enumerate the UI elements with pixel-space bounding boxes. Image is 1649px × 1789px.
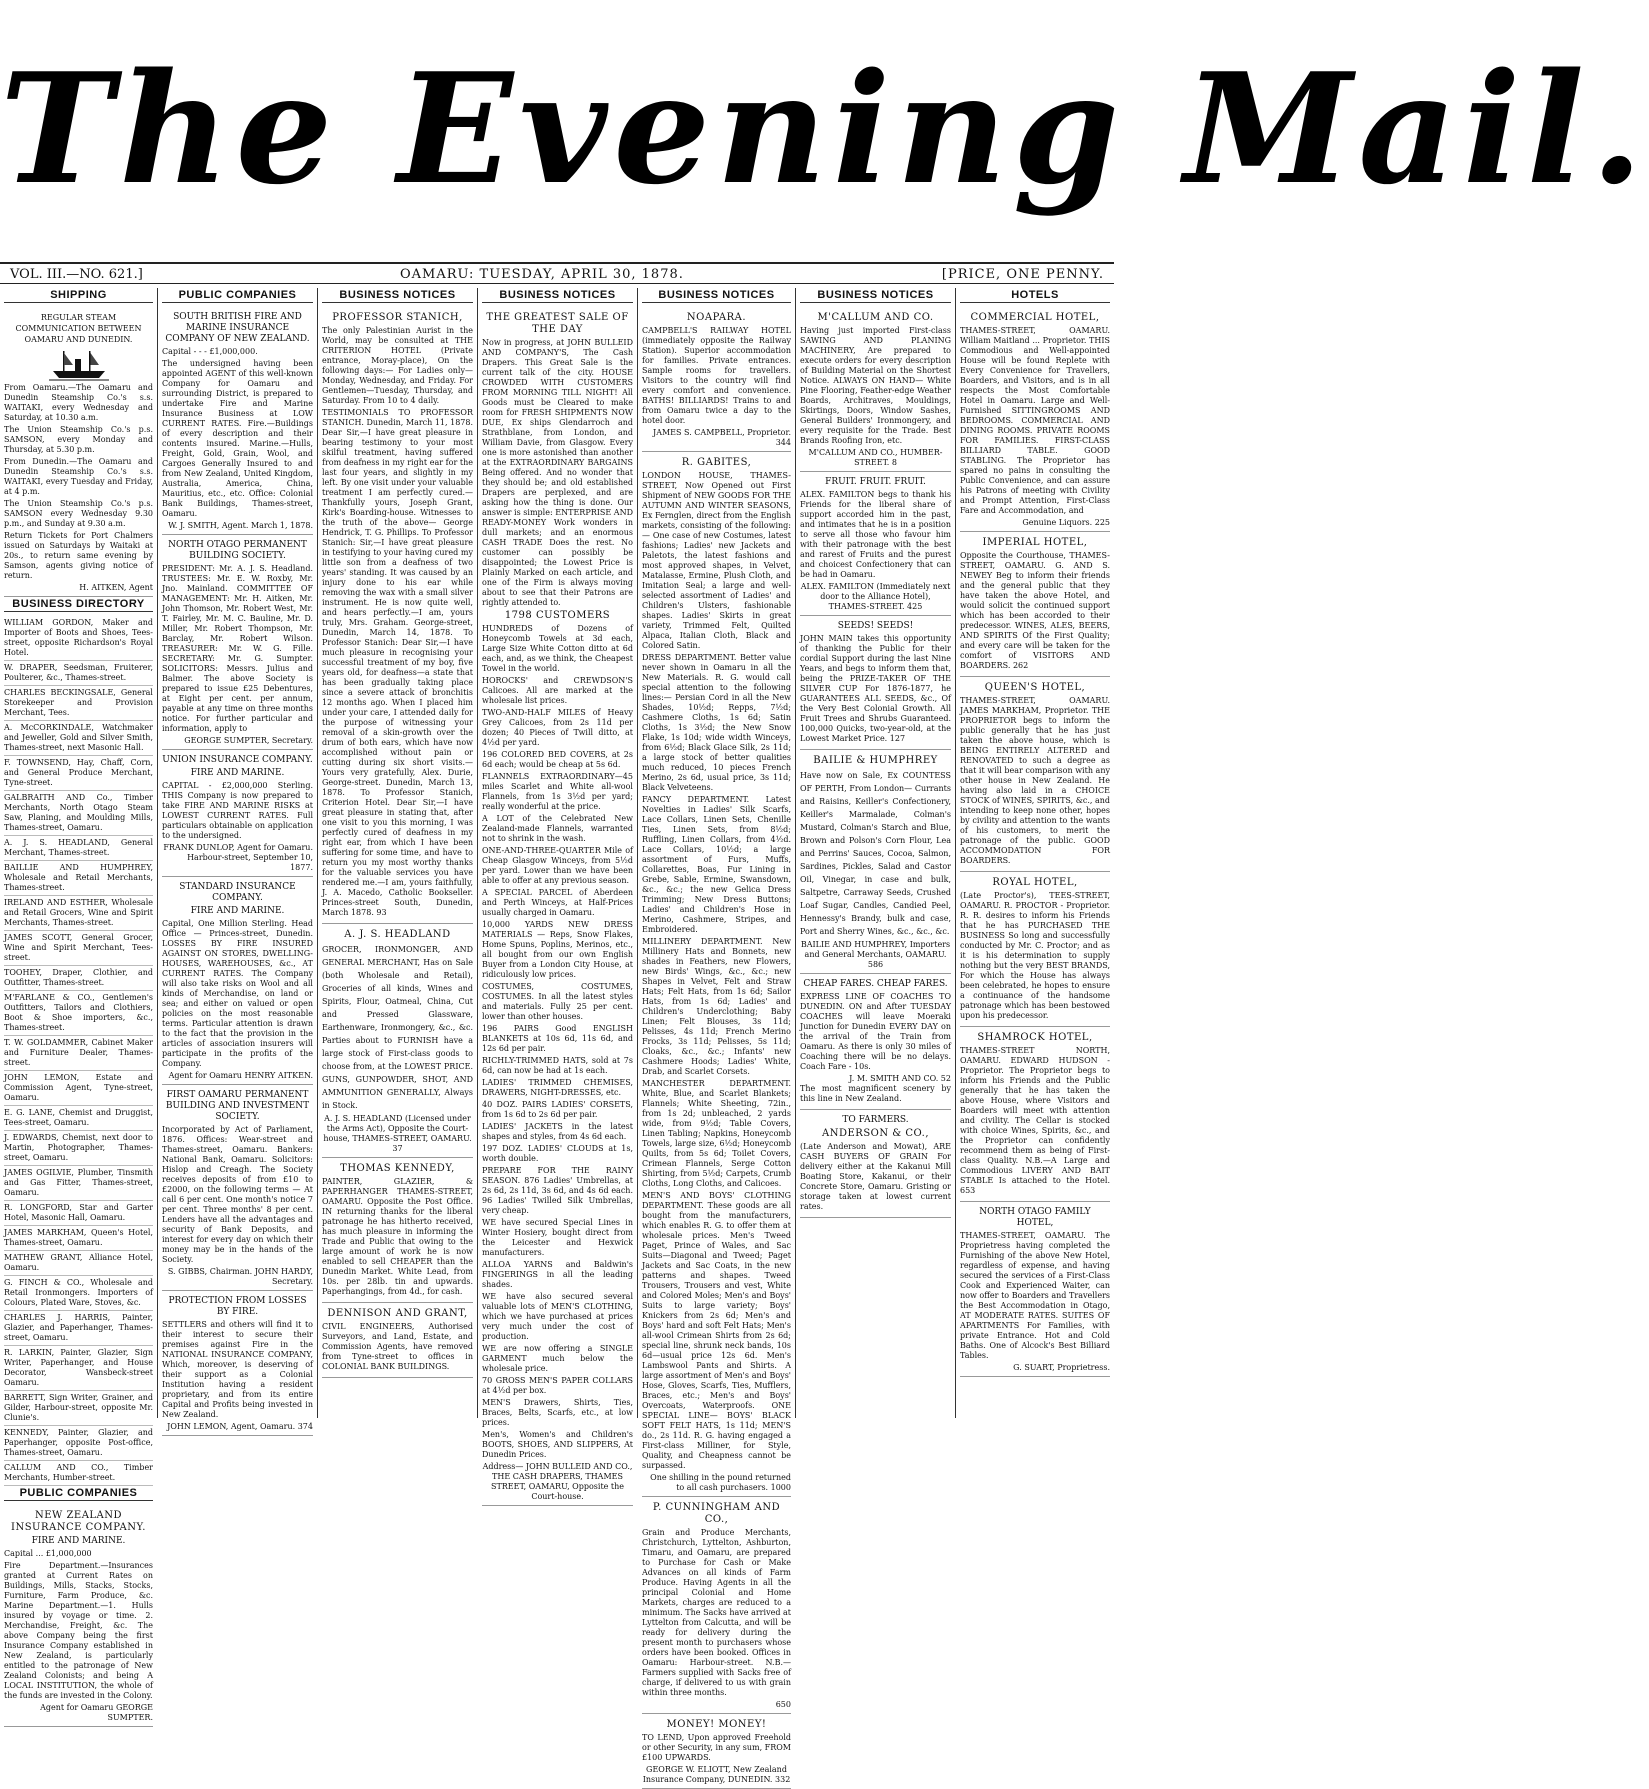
ad-body: JOHN MAIN takes this opportunity of thanking the Public for their cordial Support during the last Nine Years, and begs to inform them that, being the PRIZE-TAKER OF THE SILVER CUP For 1876-1877, he GUARANTEES ALL SEEDS, &c., Of the Very Best Colonial Growth. All Fruit Trees and Shrubs Guaranteed. 100,000 Quicks, two-year-old, at the Lowest Market Price. 127 bbox=[800, 634, 951, 743]
standard-insurance-ad bbox=[162, 877, 313, 1085]
ad-title: THOMAS KENNEDY, bbox=[340, 1163, 455, 1174]
ad-body: EXPRESS LINE OF COACHES TO DUNEDIN. ON and After TUESDAY COACHES will leave Moeraki Junction for Dunedin EVERY DAY on the arrival of the Train from Oamaru. As there is only 30 miles of Coaching there will be no delays. Coach Fare - 10s. bbox=[800, 992, 951, 1071]
seeds-ad bbox=[800, 616, 951, 750]
column-business-notices-2 bbox=[477, 288, 637, 1501]
ad-signature: Agent for Oamaru GEORGE SUMPTER. bbox=[40, 1703, 153, 1722]
professor-stanich-ad bbox=[322, 307, 473, 924]
directory-entry: CALLUM AND CO., Timber Merchants, Humber-street. bbox=[4, 1461, 153, 1486]
notice-title: REGULAR STEAM COMMUNICATION BETWEEN OAMARU AND DUNEDIN. bbox=[15, 313, 142, 344]
ad-title: COMMERCIAL HOTEL, bbox=[970, 312, 1100, 323]
ad-body: The only Palestinian Aurist in the World, may be consulted at THE CRITERION HOTEL (Private entrance, Moray-place), On the following days:— For Ladies only—Monday, Wednesday, and Friday. For Gentlemen—Tuesday, Thursday, and Saturday. From 10 to 4 daily. bbox=[322, 326, 473, 405]
sale-item: COSTUMES, COSTUMES, COSTUMES. In all the latest styles and materials. Fully 25 per cent. lower than other houses. bbox=[482, 982, 633, 1021]
headland-ad bbox=[322, 924, 473, 1158]
ad-body: Incorporated by Act of Parliament, 1876. Offices: Wear-street and Thames-street, Oamaru. Bankers: National Bank, Oamaru. Solicitors: Hislop and Creagh. The Society receives deposits of from £10 to £2000, on the following terms — At call 6 per cent. One month's notice 7 per cent. Three months' 8 per cent. Lenders have all the advantages and security of Bank Deposits, and interest for every day on which their money may be in the hands of the Society. bbox=[162, 1125, 313, 1264]
nz-insurance-ad bbox=[4, 1505, 153, 1727]
business-directory bbox=[4, 616, 153, 1486]
sale-item: 196 COLORED BED COVERS, at 2s 6d each; would be cheap at 5s 6d. bbox=[482, 750, 633, 769]
ad-title: PROFESSOR STANICH, bbox=[332, 312, 463, 323]
shipping-line: The Union Steamship Co.'s p.s. SAMSON, every Monday and Thursday, at 5.30 p.m. bbox=[4, 425, 153, 454]
mccallum-ad bbox=[800, 307, 951, 472]
fancy-department: FANCY DEPARTMENT. Latest Novelties in Ladies' Silk Scarfs, Lace Collars, Linen Sets, Chenille Ties, Linen Sets, from 8½d; Ruffling, Linen Collars, from 4½d. Lace Collars, 10½d; a large assortment of Furs, Muffs, Collarettes, Boas, Fur Lining in Grebe, Sable, Ermine, Swansdown, &c., &c.; the new Gelica Dress Trimming; New Dress Buttons; Ladies' and Children's Hose in Merino, Cashmere, Stripes, and Embroidered. bbox=[642, 795, 791, 934]
directory-entry: J. EDWARDS, Chemist, next door to Martin, Photographer, Thames-street, Oamaru. bbox=[4, 1131, 153, 1166]
ad-body: Capital, One Million Sterling. Head Office — Princes-street, Dunedin. LOSSES BY FIRE INSURED AGAINST ON STORES, DWELLING-HOUSES, WAREHOUSES, &c., AT CURRENT RATES. The Company will also take risks on Wool and all kinds of Merchandise, on land or sea; and either on valued or open policies on the most reasonable terms. Particular attention is drawn to the fact that the provision in the articles of association insurers will participate in the profits of the Company. bbox=[162, 919, 313, 1068]
campbell-hotel-ad bbox=[642, 307, 791, 452]
ad-body: Having just imported First-class SAWING AND PLANING MACHINERY, Are prepared to execute orders for every description of Building Material on the Shortest Notice. ALWAYS ON HAND— White Pine Flooring, Feather-edge Weather Boards, Architraves, Mouldings, Skirtings, Doors, Window Sashes, General Builders' Ironmongery, and every requisite for the Trade. Best Brands Roofing Iron, etc. bbox=[800, 326, 951, 445]
ad-signature: GEORGE SUMPTER, Secretary. bbox=[184, 736, 313, 745]
ad-heading: TO FARMERS. bbox=[842, 1115, 909, 1125]
ad-signature: J. M. SMITH AND CO. 52 bbox=[849, 1074, 951, 1083]
notice-signature: H. AITKEN, Agent bbox=[79, 583, 153, 592]
directory-entry: CHARLES BECKINGSALE, General Storekeeper and Provision Merchant, Tees. bbox=[4, 686, 153, 721]
ad-capital: Capital ... £1,000,000 bbox=[4, 1549, 92, 1558]
directory-entry: TOOHEY, Draper, Clothier, and Outfitter, Thames-street. bbox=[4, 966, 153, 991]
ad-title: SHAMROCK HOTEL, bbox=[977, 1032, 1093, 1043]
ad-signature: Address— JOHN BULLEID AND CO., THE CASH DRAPERS, THAMES STREET, OAMARU, Opposite the Court-house. bbox=[482, 1462, 633, 1501]
sale-item: A LOT of the Celebrated New Zealand-made Flannels, warranted not to shrink in the wash. bbox=[482, 814, 633, 843]
column-shipping bbox=[0, 288, 157, 1722]
section-heading: BUSINESS NOTICES bbox=[482, 290, 633, 303]
ad-testimonials: TESTIMONIALS TO PROFESSOR STANICH. Dunedin, March 11, 1878. Dear Sir,—I have great pleasure in bearing testimony to your most skilful treatment, having suffered from deafness in my right ear for the last four years, and slightly in my left. By one visit under your valuable treatment I am perfectly cured.—Thankfully yours, Joseph Grant, Kirk's Boarding-house. Witnesses to the truth of the above— George Hendrick, T. G. Phillips. To Professor Stanich: Sir,—I have great pleasure in testifying to your having cured my little son from a deafness of two years' standing. It was caused by an injury done to his ear while removing the wax with a small silver instrument. He is now quite well, and hears perfectly.—I am, yours truly, Mrs. Graham. George-street, Dunedin, March 14, 1878. To Professor Stanich: Dear Sir,—I have much pleasure in recognising your successful treatment of my boy, five years old, for deafness—a state that has been gradually taking place since a severe attack of bronchitis 12 months ago. When I placed him under your care, I attended daily for the purpose of witnessing your removal of a skin-growth over the drum of both ears, which have now accomplished without pain or cutting during six short visits.—Yours very gratefully, Alex. Durie, George-street. Dunedin, March 13, 1878. To Professor Stanich, Criterion Hotel. Dear Sir,—I have great pleasure in stating that, after one visit to you this morning, I was perfectly cured of deafness in my right ear, from which I have been suffering for some time, and have to return you my most worthy thanks for the valuable services you have rendered me.—I am, yours faithfully, J. A. Macedo, Catholic Bookseller. Princes-street South, Dunedin, March 1878. 93 bbox=[322, 408, 473, 917]
steamship-icon bbox=[49, 347, 109, 381]
ad-title: ROYAL HOTEL, bbox=[992, 877, 1078, 888]
directory-entry: IRELAND AND ESTHER, Wholesale and Retail Grocers, Wine and Spirit Merchants, Thames-street. bbox=[4, 896, 153, 931]
ad-signature: BAILIE AND HUMPHREY, Importers and General Merchants, OAMARU. 586 bbox=[800, 940, 951, 969]
fire-protection-ad bbox=[162, 1291, 313, 1436]
sale-item: MEN'S Drawers, Shirts, Ties, Braces, Belts, Scarfs, etc., at low prices. bbox=[482, 1398, 633, 1427]
sale-item: TWO-AND-HALF MILES of Heavy Grey Calicoes, from 2s 11d per dozen; 40 Pieces of Twill ditto, at 4½d per yard. bbox=[482, 708, 633, 747]
familton-ad bbox=[800, 472, 951, 616]
directory-entry: T. W. GOLDAMMER, Cabinet Maker and Furniture Dealer, Thames-street. bbox=[4, 1036, 153, 1071]
ad-body: PRESIDENT: Mr. A. J. S. Headland. TRUSTEES: Mr. E. W. Roxby, Mr. Jno. Mainland. COMMITTEE OF MANAGEMENT: Mr. H. Aitken, Mr. John Thomson, Mr. Robert West, Mr. T. Fairley, Mr. M. C. Bauline, Mr. D. Miller, Mr. Robert Thompson, Mr. Barclay, Mr. Robert Wilson. TREASURER: Mr. W. G. Fille. SECRETARY: Mr. G. Sumpter. SOLICITORS: Messrs. Julius and Balmer. The above Society is prepared to issue £25 Debentures, at Eight per cent. per annum, payable at any time on three months notice. For further particular and information, apply to bbox=[162, 564, 313, 733]
sale-item: WE have also secured several valuable lots of MEN'S CLOTHING, which we have purchased at prices very much under the cost of production. bbox=[482, 1292, 633, 1341]
masthead bbox=[0, 0, 1649, 258]
dress-department: DRESS DEPARTMENT. Better value never shown in Oamaru in all the New Materials. R. G. would call special attention to the following lines:— Persian Cord in all the New Shades, 10½d; Repps, 7½d; Cashmere Cloths, 1s 6d; Satin Cloths, 1s 3½d; the New Snow Flake, 1s 10d; wide width Winceys, from 6½d; Black Glace Silk, 2s 11d; a large stock of better qualities much reduced, 10 pieces French Merino, 2s 6d, usual price, 3s 11d; Black Velveteens. bbox=[642, 653, 791, 792]
ad-title: IMPERIAL HOTEL, bbox=[982, 537, 1088, 548]
directory-entry: BARRETT, Sign Writer, Grainer, and Gilder, Harbour-street, opposite Mr. Clunie's. bbox=[4, 1391, 153, 1426]
sale-item: RICHLY-TRIMMED HATS, sold at 7s 6d, can now be had at 1s each. bbox=[482, 1056, 633, 1075]
ad-body: (Late Proctor's), TEES-STREET, OAMARU. R. PROCTOR - Proprietor. R. R. desires to inform his Friends that he has PURCHASED THE BUSINESS So long and successfully conducted by Mr. C. Proctor; and as it is his determination to supply nothing but the very BEST BRANDS, For which the House has always been celebrated, he hopes to ensure a continuance of the handsome patronage which has been bestowed upon his predecessor. bbox=[960, 891, 1110, 1020]
directory-entry: F. TOWNSEND, Hay, Chaff, Corn, and General Produce Merchant, Tyne-street. bbox=[4, 756, 153, 791]
ad-title: R. GABITES, bbox=[681, 457, 752, 468]
sale-item: A SPECIAL PARCEL of Aberdeen and Perth Winceys, at Half-Prices usually charged in Oamaru. bbox=[482, 888, 633, 917]
ad-signature: FRANK DUNLOP, Agent for Oamaru. Harbour-street, September 10, 1877. bbox=[163, 843, 313, 872]
ad-title: THE GREATEST SALE OF THE DAY bbox=[486, 312, 629, 335]
ad-title: CHEAP FARES. CHEAP FARES. bbox=[803, 979, 948, 989]
customer-count: 1798 CUSTOMERS bbox=[504, 610, 611, 621]
sale-item: HUNDREDS of Dozens of Honeycomb Towels at 3d each, Large Size White Cotton ditto at 6d each, and, as we think, the Cheapest Towel in the world. bbox=[482, 624, 633, 673]
millinery-department: MILLINERY DEPARTMENT. New Millinery Hats and Bonnets, new shades in Feathers, new Flowers, new Birds' Wings, &c., &c.; new Shapes in Velvet, Felt and Straw Hats; Felt Hats, from 1s 6d; Sailor Hats, from 1s 6d; Ladies' and Children's Underclothing; Baby Linen; Felt Blouses, 3s 11d; Pelisses, 4s 11d; French Merino Frocks, 3s 11d; Pelisses, 5s 11d; Cloaks, &c., &c.; Infants' new Cashmere Hoods; Ladies' White, Drab, and Scarlet Corsets. bbox=[642, 937, 791, 1076]
ad-body: CIVIL ENGINEERS, Authorised Surveyors, and Land, Estate, and Commission Agents, have removed from Tyne-street to offices in COLONIAL BANK BUILDINGS. bbox=[322, 1322, 473, 1371]
bailie-humphrey-ad bbox=[800, 750, 951, 974]
ad-body: CAMPBELL'S RAILWAY HOTEL (immediately opposite the Railway Station). Superior accommodation for families. Private entrances. Sample rooms for travellers. Visitors to the country will find every comfort and convenience. BATHS! BILLIARDS! Trains to and from Oamaru twice a day to the hotel door. bbox=[642, 326, 791, 425]
ad-body: PAINTER, GLAZIER, & PAPERHANGER THAMES-STREET, OAMARU. Opposite the Post Office. IN returning thanks for the liberal patronage he has hitherto received, has much pleasure in informing the Trade and Public that owing to the large amount of work he is now enabled to sell CHEAPER than the Dunedin Market. White Lead, from 10s. per 28lb. tin and upwards. Paperhangings, from 4d., for cash. bbox=[322, 1177, 473, 1296]
ad-body: Grain and Produce Merchants, Christchurch, Lyttelton, Ashburton, Timaru, and Oamaru, are prepared to Purchase for Cash or Make Advances on all kinds of Farm Produce. Having Agents in all the principal Colonial and Home Markets, charges are reduced to a minimum. The Sacks have arrived at Lyttelton from Calcutta, and will be ready for delivery during the present month to purchasers whose orders have been booked. Offices in Oamaru: Harbour-street. N.B.—Farmers supplied with Sacks free of charge, if delivered to us with grain within three months. bbox=[642, 1528, 791, 1697]
directory-entry: G. FINCH & CO., Wholesale and Retail Ironmongers. Importers of Colours, Plated Ware, Stoves, &c. bbox=[4, 1276, 153, 1311]
ad-title: BAILIE & HUMPHREY bbox=[813, 755, 938, 766]
directory-entry: R. LARKIN, Painter, Glazier, Sign Writer, Paperhanger, and House Decorator, Wansbeck-street Oamaru. bbox=[4, 1346, 153, 1391]
dennison-grant-ad bbox=[322, 1303, 473, 1378]
ad-signature: A. J. S. HEADLAND (Licensed under the Arms Act), Opposite the Court-house, THAMES-STREET, OAMARU. 37 bbox=[323, 1114, 472, 1153]
shipping-line: From Dunedin.—The Oamaru and Dunedin Steamship Co.'s s.s. WAITAKI, every Tuesday and Friday, at 4 p.m. bbox=[4, 457, 153, 496]
ad-signature: Agent for Oamaru HENRY AITKEN. bbox=[168, 1071, 313, 1080]
ad-body: THAMES-STREET NORTH, OAMARU. EDWARD HUDSON - Proprietor. The Proprietor begs to inform his Friends and the Public generally that he has taken the above House, where Visitors and Boarders will meet with attention and civility. The Cellar is stocked with choice Wines, Spirits, &c., and the Proprietor can confidently recommend them as being of First-class Quality. N.B.—A Large and Commodious LIVERY AND BAIT STABLE Is attached to the Hotel. 653 bbox=[960, 1046, 1110, 1195]
column-public-companies bbox=[157, 288, 317, 1431]
ad-title: STANDARD INSURANCE COMPANY. bbox=[179, 882, 296, 903]
ad-title: FIRST OAMARU PERMANENT BUILDING AND INVESTMENT SOCIETY. bbox=[165, 1090, 310, 1122]
ad-title: DENNISON AND GRANT, bbox=[327, 1308, 468, 1319]
ad-title: A. J. S. HEADLAND bbox=[344, 929, 451, 940]
shipping-line: Return Tickets for Port Chalmers issued on Saturdays by Waitaki at 20s., to return same evening by Samson, agents giving notice of return. bbox=[4, 531, 153, 580]
ad-body: Have now on Sale, Ex COUNTESS OF PERTH, From London— Currants and Raisins, Keiller's Confectionery, Keiller's Marmalade, Colman's Mustard, Colman's Starch and Blue, Brown and Polson's Corn Flour, Lea and Perrins' Sauces, Cocoa, Salmon, Sardines, Pickles, Salad and Castor Oil, Vinegar, in case and bulk, Saltpetre, Carraway Seeds, Crushed Loaf Sugar, Candles, Candied Peel, Hennessy's Brandy, bulk and case, Port and Sherry Wines, &c., &c., &c. bbox=[800, 771, 951, 936]
ad-signature: G. SUART, Proprietress. bbox=[1013, 1363, 1110, 1372]
column-hotels bbox=[955, 288, 1114, 1418]
directory-entry: BAILLIE AND HUMPHREY, Wholesale and Retail Merchants, Thames-street. bbox=[4, 861, 153, 896]
ad-footnote: The most magnificent scenery by this line in New Zealand. bbox=[800, 1084, 951, 1103]
shipping-line: The Union Steamship Co.'s p.s. SAMSON every Wednesday 9.30 p.m., and Sunday at 9.30 a.m. bbox=[4, 499, 153, 528]
ad-title: NOAPARA. bbox=[686, 312, 747, 323]
ad-title: SOUTH BRITISH FIRE AND MARINE INSURANCE COMPANY OF NEW ZEALAND. bbox=[165, 312, 310, 344]
first-oamaru-society-ad bbox=[162, 1085, 313, 1291]
ad-body: ALEX. FAMILTON begs to thank his Friends for the liberal share of support accorded him in the past, and intimates that he is in a position to serve all those who favour him with their patronage with the best and rarest of Fruits and the purest and choicest Confectionery that can be had in Oamaru. bbox=[800, 490, 951, 579]
directory-entry: CHARLES J. HARRIS, Painter, Glazier, and Paperhanger, Thames-street, Oamaru. bbox=[4, 1311, 153, 1346]
imperial-hotel-ad bbox=[960, 532, 1110, 677]
ad-body: The undersigned having been appointed AGENT of this well-known Company for Oamaru and surrounding District, is prepared to undertake Fire and Marine Insurance Business at LOW CURRENT RATES. Fire.—Buildings of every description and their contents insured. Marine.—Hulls, Freight, Gold, Grain, Wool, and Cargoes Generally Insured to and from New Zealand, United Kingdom, Australia, America, China, Mauritius, etc., etc. Office: Colonial Bank Buildings, Thames-street, Oamaru. bbox=[162, 359, 313, 518]
thomas-kennedy-ad bbox=[322, 1158, 473, 1303]
ad-title: PROTECTION FROM LOSSES BY FIRE. bbox=[168, 1296, 307, 1317]
directory-entry: R. LONGFORD, Star and Garter Hotel, Masonic Hall, Oamaru. bbox=[4, 1201, 153, 1226]
directory-entry: JAMES OGILVIE, Plumber, Tinsmith and Gas Fitter, Thames-street, Oamaru. bbox=[4, 1166, 153, 1201]
commercial-hotel-ad bbox=[960, 307, 1110, 532]
section-heading: SHIPPING bbox=[4, 290, 153, 303]
sale-item: WE are now offering a SINGLE GARMENT much below the wholesale price. bbox=[482, 1344, 633, 1373]
sale-item: 196 PAIRS Good ENGLISH BLANKETS at 10s 6d, 11s 6d, and 12s 6d per pair. bbox=[482, 1024, 633, 1053]
ad-body: TO LEND, Upon approved Freehold or other Security, in any sum, FROM £100 UPWARDS. bbox=[642, 1733, 791, 1762]
dateline bbox=[0, 262, 1114, 284]
sale-item: 10,000 YARDS NEW DRESS MATERIALS — Reps, Snow Flakes, Home Spuns, Poplins, Merinos, etc., all bought from our own English Buyer from a London City House, at ridiculously low prices. bbox=[482, 920, 633, 979]
mens-department: MEN'S AND BOYS' CLOTHING DEPARTMENT. These goods are all bought from the manufacturers, which enables R. G. to offer them at wholesale prices. Men's Tweed Paget, Prince of Wales, and Sac Suits—Diagonal and Tweed; Paget Jackets and Sac Coats, in the new patterns and shapes. Tweed Trousers, Trousers and vest, White and Colored Moles; Men's and Boys' Suits to large variety; Boys' Knickers from 2s 6d; Men's and Boys' hard and soft Felt Hats; Men's all-wool Crimean Shirts from 2s 6d; special line, shrunk neck bands, 10s 6d—usual price 12s 6d. Men's Lambswool Pants and Shirts. A large assortment of Men's and Boys' Hose, Gloves, Scarfs, Ties, Mufflers, Braces, etc.; Men's and Boys' Overcoats, Waterproofs. ONE SPECIAL LINE— BOYS' BLACK SOFT FELT HATS, 1s 11d; MEN'S do., 2s 11d. R. G. having engaged a First-class Milliner, for Style, Quality, and Cheapness cannot be surpassed. bbox=[642, 1191, 791, 1470]
ad-signature: JOHN LEMON, Agent, Oamaru. 374 bbox=[167, 1422, 313, 1431]
ad-title: SEEDS! SEEDS! bbox=[837, 621, 914, 631]
directory-entry: MATHEW GRANT, Alliance Hotel, Oamaru. bbox=[4, 1251, 153, 1276]
section-heading: BUSINESS NOTICES bbox=[800, 290, 951, 303]
sale-item: HOROCKS' and CREWDSON'S Calicoes. All are marked at the wholesale list prices. bbox=[482, 676, 633, 705]
ad-title: NORTH OTAGO FAMILY HOTEL, bbox=[979, 1207, 1091, 1228]
sale-item: ALLOA YARNS and Baldwin's FINGERINGS in all the leading shades. bbox=[482, 1260, 633, 1289]
ad-signature: JAMES S. CAMPBELL, Proprietor. 344 bbox=[652, 428, 791, 447]
ad-signature: S. GIBBS, Chairman. JOHN HARDY, Secretary. bbox=[167, 1267, 313, 1286]
ad-title: MONEY! MONEY! bbox=[666, 1719, 767, 1730]
ad-body: Opposite the Courthouse, THAMES-STREET, OAMARU. G. AND S. NEWEY Beg to inform their friends and the general public that they have taken the above Hotel, and would solicit the continued support which has been accorded to their predecessor. WINES, ALES, BEERS, AND SPIRITS Of the First Quality; and every care will be taken for the comfort of VISITORS AND BOARDERS. 262 bbox=[960, 551, 1110, 670]
column-business-notices-4 bbox=[795, 288, 955, 1418]
sale-item: WE have secured Special Lines in Winter Hosiery, bought direct from the Leicester and Hexwick manufacturers. bbox=[482, 1218, 633, 1257]
money-to-lend-ad bbox=[642, 1714, 791, 1789]
directory-entry: JAMES SCOTT, General Grocer, Wine and Spirit Merchant, Tees-street. bbox=[4, 931, 153, 966]
anderson-ad bbox=[800, 1110, 951, 1218]
ad-subtitle: FIRE AND MARINE. bbox=[31, 1536, 126, 1546]
ad-signature: 650 bbox=[775, 1700, 791, 1709]
ad-signature: M'CALLUM AND CO., HUMBER-STREET. 8 bbox=[808, 448, 943, 467]
bulleid-sale-ad bbox=[482, 307, 633, 1506]
south-british-ad bbox=[162, 307, 313, 535]
sale-item: 70 GROSS MEN'S PAPER COLLARS at 4½d per box. bbox=[482, 1376, 633, 1395]
sale-item: LADIES' JACKETS in the latest shapes and styles, from 4s 6d each. bbox=[482, 1122, 633, 1141]
north-otago-society-ad bbox=[162, 535, 313, 750]
sale-item: 40 DOZ. PAIRS LADIES' CORSETS, from 1s 6d to 2s 6d per pair. bbox=[482, 1100, 633, 1119]
volume-number: VOL. III.—NO. 621.] bbox=[10, 267, 143, 282]
column-business-notices-3 bbox=[637, 288, 795, 1784]
ad-body: THAMES-STREET, OAMARU. William Maitland ... Proprietor. THIS Commodious and Well-appointed House will be found Replete with Every Convenience for Travellers, Boarders, and Visitors, and is in all respects the Most Comfortable Hotel in Oamaru. Large and Well-Furnished SITTINGROOMS AND BEDROOMS. COMMERCIAL AND DINING ROOMS. PRIVATE ROOMS FOR FAMILIES. FIRST-CLASS BILLIARD TABLE. GOOD STABLING. The Proprietor has spared no pains in consulting the Public Convenience, and can assure his Patrons of meeting with Civility and Prompt Attention, First-Class Fare and Accommodation, and bbox=[960, 326, 1110, 515]
directory-entry: KENNEDY, Painter, Glazier, and Paperhanger, opposite Post-office, Thames-street, Oamaru. bbox=[4, 1426, 153, 1461]
ad-signature: One shilling in the pound returned to all cash purchasers. 1000 bbox=[650, 1473, 791, 1492]
ad-subtitle: FIRE AND MARINE. bbox=[190, 768, 285, 778]
section-heading: HOTELS bbox=[960, 290, 1110, 303]
royal-hotel-ad bbox=[960, 872, 1110, 1027]
ad-title: UNION INSURANCE COMPANY. bbox=[162, 755, 313, 765]
cheap-fares-ad bbox=[800, 974, 951, 1110]
shipping-line: From Oamaru.—The Oamaru and Dunedin Steamship Co.'s s.s. WAITAKI, every Wednesday and Saturday, at 10.30 a.m. bbox=[4, 383, 153, 422]
directory-entry: M'FARLANE & CO., Gentlemen's Outfitters, Tailors and Clothiers, Boot & Shoe importers, &c., Thames-street. bbox=[4, 991, 153, 1036]
directory-entry: JAMES MARKHAM, Queen's Hotel, Thames-street, Oamaru. bbox=[4, 1226, 153, 1251]
ad-body: GROCER, IRONMONGER, AND GENERAL MERCHANT, Has on Sale (both Wholesale and Retail), Groceries of all kinds, Wines and Spirits, Flour, Oatmeal, China, Cut and Pressed Glassware, Earthenware, Ironmongery, &c., &c. Parties about to FURNISH have a large stock of First-class goods to choose from, at the LOWEST PRICE. GUNS, GUNPOWDER, SHOT, AND AMMUNITION GENERALLY, Always in Stock. bbox=[322, 945, 473, 1110]
ad-body: Fire Department.—Insurances granted at Current Rates on Buildings, Mills, Stacks, Stocks, Furniture, Farm Produce, &c. Marine Department.—1. Hulls insured by voyage or time. 2. Merchandise, Freight, &c. The above Company being the first Insurance Company established in New Zealand, is particularly entitled to the patronage of New Zealand Colonists; and being A LOCAL INSTITUTION, the whole of the funds are invested in the Colony. bbox=[4, 1561, 153, 1700]
sale-item: FLANNELS EXTRAORDINARY—45 miles Scarlet and White all-wool Flannels, from 1s 3½d per yard; really wonderful at the price. bbox=[482, 772, 633, 811]
issue-date: OAMARU: TUESDAY, APRIL 30, 1878. bbox=[400, 267, 684, 282]
ad-title: FRUIT. FRUIT. FRUIT. bbox=[825, 477, 926, 487]
section-heading: BUSINESS NOTICES bbox=[322, 290, 473, 303]
ad-signature: GEORGE W. ELIOTT, New Zealand Insurance Company, DUNEDIN. 332 bbox=[642, 1765, 791, 1784]
directory-entry: A. McCORKINDALE, Watchmaker and Jeweller, Gold and Silver Smith, Thames-street, next Masonic Hall. bbox=[4, 721, 153, 756]
section-heading: BUSINESS DIRECTORY bbox=[4, 599, 153, 612]
sale-item: ONE-AND-THREE-QUARTER Mile of Cheap Glasgow Winceys, from 5½d per yard. Lower than we have been able to offer at any previous season. bbox=[482, 846, 633, 885]
directory-entry: WILLIAM GORDON, Maker and Importer of Boots and Shoes, Tees-street, opposite Richardson's Royal Hotel. bbox=[4, 616, 153, 661]
sale-item: PREPARE FOR THE RAINY SEASON. 876 Ladies' Umbrellas, at 2s 6d, 2s 11d, 3s 6d, and 4s 6d each. 96 Ladies' Twilled Silk Umbrellas, very cheap. bbox=[482, 1166, 633, 1215]
ad-subtitle: FIRE AND MARINE. bbox=[190, 906, 285, 916]
ad-body: LONDON HOUSE, THAMES-STREET, Now Opened out First Shipment of NEW GOODS FOR THE AUTUMN AND WINTER SEASONS, Ex Fernglen, direct from the English markets, consisting of the following:— One case of new Costumes, latest fashions; Ladies' new Jackets and Paletots, the latest fashions and most approved shapes, in Velvet, Matalasse, Ermine, Plush Cloth, and Imitation Seal; a large and well-selected assortment of Ladies' and Children's Ulsters, fashionable shapes. Ladies' Skirts in great variety, Trimmed Felt, Quilted Alpaca, Italian Cloth, Black and Colored Satin. bbox=[642, 471, 791, 650]
column-business-notices-1 bbox=[317, 288, 477, 1418]
cunningham-ad bbox=[642, 1497, 791, 1714]
ad-body: THAMES-STREET, OAMARU. The Proprietress having completed the Furnishing of the above New Hotel, regardless of expense, and having secured the services of a First-Class Cook and Experienced Waiter, can now offer to Boarders and Travellers the Best Accommodation in Otago, AT MODERATE RATES. SUITES OF APARTMENTS For Families, with private Entrance. Hot and Cold Baths. One of Alcock's Best Billiard Tables. bbox=[960, 1231, 1110, 1360]
shamrock-hotel-ad bbox=[960, 1027, 1110, 1202]
ad-signature: Genuine Liquors. 225 bbox=[1022, 518, 1110, 527]
directory-entry: E. G. LANE, Chemist and Druggist, Tees-street, Oamaru. bbox=[4, 1106, 153, 1131]
ad-signature: ALEX. FAMILTON (Immediately next door to the Alliance Hotel), THAMES-STREET. 425 bbox=[800, 582, 951, 611]
directory-entry: JOHN LEMON, Estate and Commission Agent, Tyne-street, Oamaru. bbox=[4, 1071, 153, 1106]
union-insurance-ad bbox=[162, 750, 313, 877]
section-heading: PUBLIC COMPANIES bbox=[162, 290, 313, 303]
price: [PRICE, ONE PENNY. bbox=[941, 267, 1104, 282]
ad-body: (Late Anderson and Mowat), ARE CASH BUYERS OF GRAIN For delivery either at the Kakanui Mill Boating Store, Kakanui, or their Concrete Store, Oamaru. Gristing or storage taken at lowest current rates. bbox=[800, 1142, 951, 1211]
ad-body: CAPITAL - £2,000,000 Sterling. THIS Company is now prepared to take FIRE AND MARINE RISKS at LOWEST CURRENT RATES. Full particulars obtainable on application to the undersigned. bbox=[162, 781, 313, 840]
ad-title: M'CALLUM AND CO. bbox=[817, 312, 934, 323]
ad-capital: Capital - - - £1,000,000. bbox=[162, 347, 258, 356]
section-heading: BUSINESS NOTICES bbox=[642, 290, 791, 303]
ad-title: NEW ZEALAND INSURANCE COMPANY. bbox=[11, 1510, 146, 1533]
directory-entry: GALBRAITH AND Co., Timber Merchants, North Otago Steam Saw, Planing, and Moulding Mills, Thames-street, Oamaru. bbox=[4, 791, 153, 836]
directory-entry: W. DRAPER, Seedsman, Fruiterer, Poulterer, &c., Thames-street. bbox=[4, 661, 153, 686]
ad-signature: W. J. SMITH, Agent. March 1, 1878. bbox=[168, 521, 313, 530]
section-heading: PUBLIC COMPANIES bbox=[4, 1488, 153, 1501]
north-otago-hotel-ad bbox=[960, 1202, 1110, 1377]
sale-item: 197 DOZ. LADIES' CLOUDS at 1s, worth double. bbox=[482, 1144, 633, 1163]
gabites-ad bbox=[642, 452, 791, 1497]
queens-hotel-ad bbox=[960, 677, 1110, 872]
ad-title: ANDERSON & CO., bbox=[822, 1128, 929, 1139]
sale-item: LADIES' TRIMMED CHEMISES, DRAWERS, NIGHT-DRESSES, etc. bbox=[482, 1078, 633, 1097]
directory-entry: A. J. S. HEADLAND, General Merchant, Thames-street. bbox=[4, 836, 153, 861]
ad-body: THAMES-STREET, OAMARU. JAMES MARKHAM, Proprietor. THE PROPRIETOR begs to inform the public generally that he has just taken the above house, which is BEING ENTIRELY ALTERED and RENOVATED to such a degree as that it will bear comparison with any other house in New Zealand. He having also laid in a CHOICE STOCK of WINES, SPIRITS, &c., and intending to keep none other, hopes by civility and attention to the wants of his customers, to merit the patronage of the public. GOOD ACCOMMODATION FOR BOARDERS. bbox=[960, 696, 1110, 865]
manchester-department: MANCHESTER DEPARTMENT. White, Blue, and Scarlet Blankets; Flannels; White Sheeting, 72in., from 1s 2d; unbleached, 2 yards wide, from 9½d; Table Covers, Linen Tabling; Napkins, Honeycomb Towels, large size, 6½d; Honeycomb Quilts, from 5s 6d; Toilet Covers, Crimean Flannels, Serge Cotton Shirting, from 5½d; Carpets, Crumb Cloths, Long Cloths, and Calicoes. bbox=[642, 1079, 791, 1188]
shipping-notice bbox=[4, 307, 153, 597]
sale-item: Men's, Women's and Children's BOOTS, SHOES, AND SLIPPERS, At Dunedin Prices. bbox=[482, 1430, 633, 1459]
ad-title: QUEEN'S HOTEL, bbox=[984, 682, 1086, 693]
ad-body: SETTLERS and others will find it to their interest to secure their premises against Fire in the NATIONAL INSURANCE COMPANY, Which, moreover, is deserving of their support as a Colonial Institution having a resident proprietary, and from its entire Capital and Profits being invested in New Zealand. bbox=[162, 1320, 313, 1419]
ad-title: NORTH OTAGO PERMANENT BUILDING SOCIETY. bbox=[168, 540, 307, 561]
ad-body: Now in progress, at JOHN BULLEID AND COMPANY'S, The Cash Drapers. This Great Sale is the current talk of the city. HOUSE CROWDED WITH CUSTOMERS FROM MORNING TILL NIGHT! All Goods must be Cleared to make room for FRESH SHIPMENTS NOW DUE, Ex ships Glendarroch and Strathblane, from London, and William Davie, from Glasgow. Every one is more astonished than another at the EXTRAORDINARY BARGAINS Being offered. And no wonder that they should be; and old established Drapers are perplexed, and are asking how the thing is done. Our answer is simple: ENTERPRISE AND READY-MONEY Work wonders in dull markets; and an enormous CASH TRADE Does the rest. No customer can possibly be disappointed; the Lowest Price is Plainly Marked on each article, and one of the Firm is always moving about to see that their Patrons are rightly attended to. bbox=[482, 338, 633, 607]
newspaper-title: The Evening Mail. bbox=[0, 39, 1649, 218]
ad-title: P. CUNNINGHAM AND CO., bbox=[652, 1502, 781, 1525]
